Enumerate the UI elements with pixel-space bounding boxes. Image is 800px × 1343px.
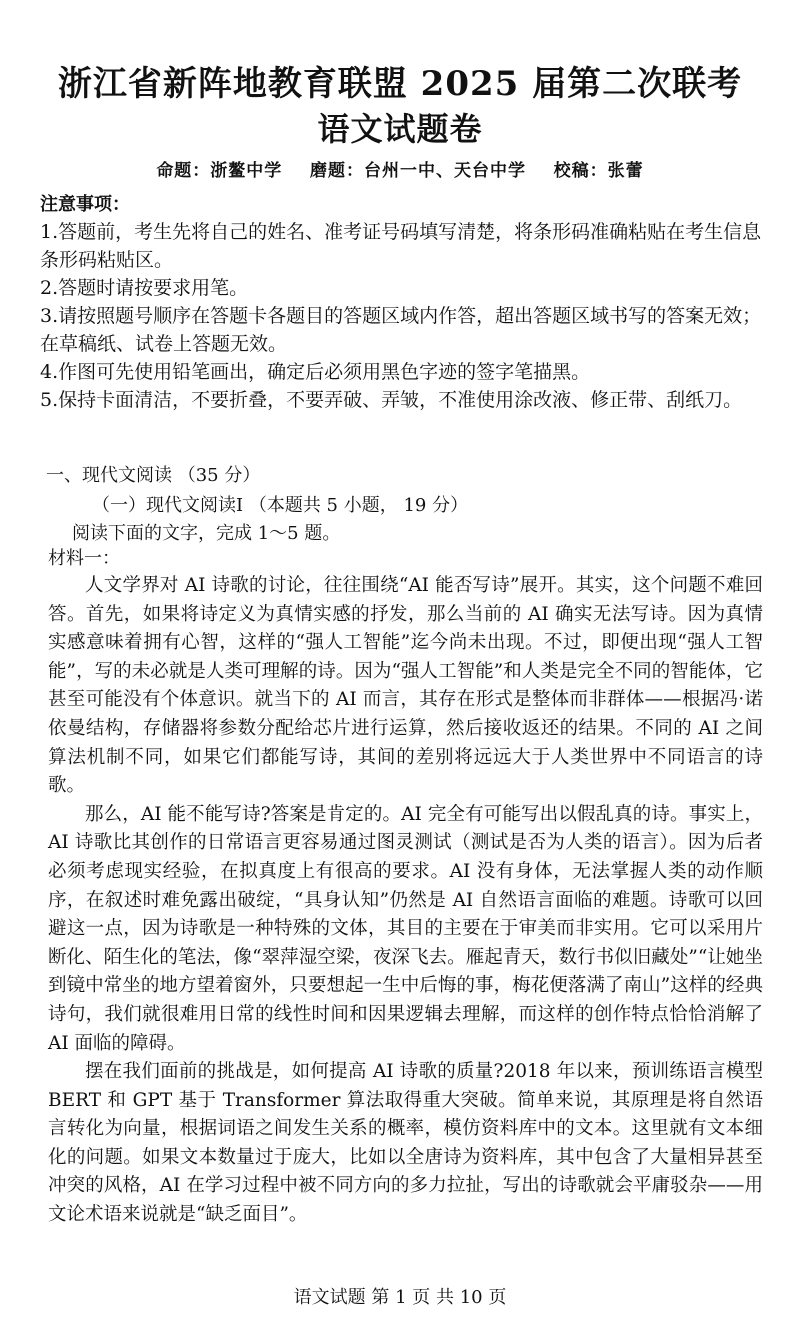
exam-subtitle: 语文试题卷 bbox=[317, 110, 483, 148]
notice-title: 注意事项： bbox=[40, 194, 130, 215]
reading-passage bbox=[48, 572, 763, 1230]
notice-item: 2.答题时请按要求用笔。 bbox=[40, 277, 249, 299]
passage-paragraph: 人文学界对 AI 诗歌的讨论，往往围绕“AI 能否写诗”展开。其实，这个问题不难回答。首先，如果将诗定义为真情实感的抒发，那么当前的 AI 确实无法写诗。因为真情实感意味着拥有心智，这样的“强人工智能”迄今尚未出现。不过，即便出现“强人工智能”，写的未必就是人类可理解的诗。因为“强人工智能”和人类是完全不同的智能体，它甚至可能没有个体意识。就当下的 AI 而言，其存在形式是整体而非群体——根据冯·诺依曼结构，存储器将参数分配给芯片进行运算，然后接收返还的结果。不同的 AI 之间算法机制不同，如果它们都能写诗，其间的差别将远远大于人类世界中不同语言的诗歌。 bbox=[48, 575, 763, 797]
subsection-heading: （一）现代文阅读Ⅰ （本题共 5 小题， 19 分） bbox=[92, 495, 469, 516]
passage-paragraph: 摆在我们面前的挑战是，如何提高 AI 诗歌的质量?2018 年以来，预训练语言模型 BERT 和 GPT 基于 Transformer 算法取得重大突破。简单来说，其原理是将自然语言转化为向量，根据词语之间发生关系的概率，模仿资料库中的文本。这里就有文本细化的问题。如果文本数量过于庞大，比如以全唐诗为资料库，其中包含了大量相异甚至冲突的风格，AI 在学习过程中被不同方向的多力拉扯，写出的诗歌就会平庸驳杂——用文论术语来说就是“缺乏面目”。 bbox=[48, 1061, 763, 1226]
notice-heading bbox=[40, 190, 770, 219]
material-label: 材料一： bbox=[48, 548, 120, 569]
section-heading: 一、现代文阅读 （35 分） bbox=[46, 465, 261, 486]
notice-item: 3.请按照题号顺序在答题卡各题目的答题区域内作答，超出答题区域书写的答案无效；在草稿纸、试卷上答题无效。 bbox=[40, 305, 762, 355]
reading-instruction: 阅读下面的文字，完成 1～5 题。 bbox=[72, 523, 341, 544]
notice-item: 5.保持卡面清洁，不要折叠，不要弄破、弄皱，不准使用涂改液、修正带、刮纸刀。 bbox=[40, 389, 743, 411]
page-footer: 语文试题 第 1 页 共 10 页 bbox=[293, 1287, 507, 1308]
exam-credits: 命题：浙鳌中学 磨题：台州一中、天台中学 校稿：张蕾 bbox=[156, 161, 644, 181]
exam-title: 浙江省新阵地教育联盟 2025 届第二次联考 bbox=[57, 64, 743, 104]
notice-item: 1.答题前，考生先将自己的姓名、准考证号码填写清楚，将条形码准确粘贴在考生信息条形码粘贴区。 bbox=[40, 221, 762, 271]
notice-item: 4.作图可先使用铅笔画出，确定后必须用黑色字迹的签字笔描黑。 bbox=[40, 361, 591, 383]
passage-paragraph: 那么，AI 能不能写诗?答案是肯定的。AI 完全有可能写出以假乱真的诗。事实上，AI 诗歌比其创作的日常语言更容易通过图灵测试（测试是否为人类的语言）。因为后者必须考虑现实经验，在拟真度上有很高的要求。AI 没有身体，无法掌握人类的动作顺序，在叙述时难免露出破绽，“具身认知”仍然是 AI 自然语言面临的难题。诗歌可以回避这一点，因为诗歌是一种特殊的文体，其目的主要在于审美而非实用。它可以采用片断化、陌生化的笔法，像“翠萍湿空梁，夜深飞去。雁起青天，数行书似旧藏处”“让她坐到镜中常坐的地方望着窗外，只要想起一生中后悔的事，梅花便落满了南山”这样的经典诗句，我们就很难用日常的线性时间和因果逻辑去理解，而这样的创作特点恰恰消解了 AI 面临的障碍。 bbox=[48, 803, 763, 1054]
